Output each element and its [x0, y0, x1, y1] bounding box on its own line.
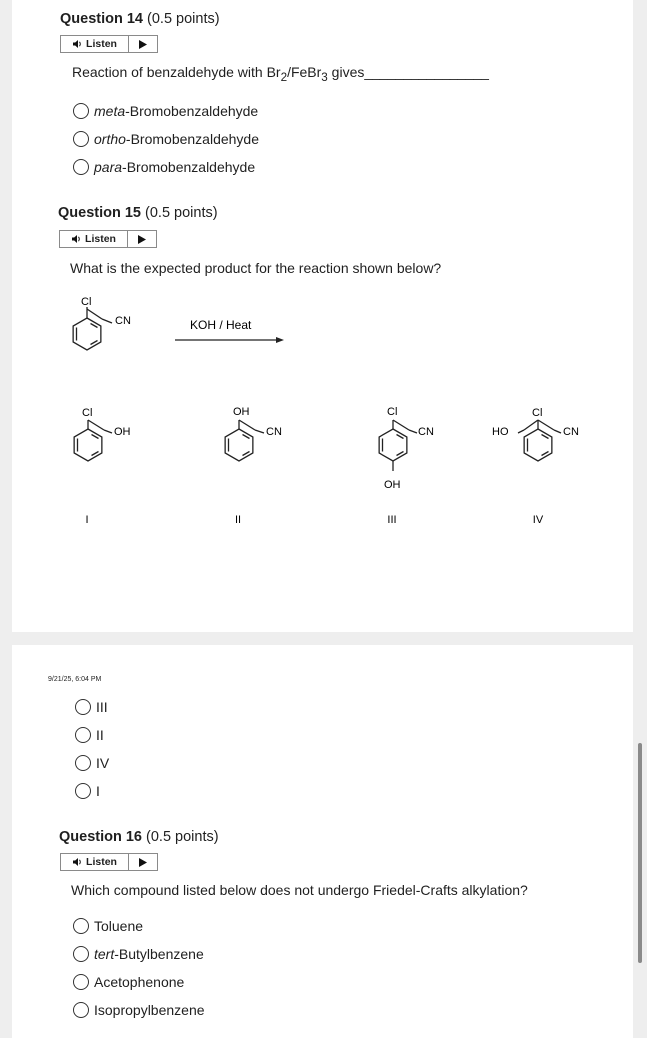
q15-title	[58, 205, 218, 221]
radio-button[interactable]	[73, 974, 89, 990]
answer-label: I	[96, 783, 100, 799]
product-IV-cl-label: Cl	[532, 407, 543, 419]
answer-label: II	[96, 727, 104, 743]
q16-listen-label: Listen	[86, 856, 117, 868]
q15-play-button[interactable]	[128, 231, 156, 247]
product-IV-ho-label: HO	[492, 426, 509, 438]
product-III-cl-label: Cl	[387, 406, 398, 418]
q14-points: (0.5 points)	[147, 11, 220, 27]
q14-prompt-part: /FeBr	[287, 64, 322, 80]
q14-prompt-part: Reaction of benzaldehyde with Br	[72, 64, 281, 80]
q16-title	[59, 829, 219, 845]
page-scrollbar[interactable]	[638, 743, 642, 963]
q14-option-ortho[interactable]	[73, 131, 259, 147]
option-label: -Butylbenzene	[114, 946, 204, 962]
q16-play-button[interactable]	[129, 854, 157, 870]
q15-listen-control	[59, 230, 157, 248]
radio-button[interactable]	[73, 103, 89, 119]
speaker-icon	[71, 234, 82, 244]
product-IV-cn-label: CN	[563, 426, 579, 438]
radio-button[interactable]	[75, 783, 91, 799]
q15-title-label: Question 15	[58, 205, 141, 221]
option-prefix: tert	[94, 946, 115, 962]
reactant-cn-label: CN	[115, 315, 131, 327]
timestamp: 9/21/25, 6:04 PM	[48, 676, 102, 683]
q16-listen-control	[60, 853, 158, 871]
product-I-cl-label: Cl	[82, 407, 93, 419]
radio-button[interactable]	[75, 727, 91, 743]
q15-answer-IV[interactable]	[75, 755, 109, 771]
product-I-oh-label: OH	[114, 426, 131, 438]
reactant-cl-label: Cl	[81, 296, 92, 308]
q16-points: (0.5 points)	[146, 829, 219, 845]
product-III-oh-label: OH	[384, 479, 401, 491]
question-card-top	[12, 0, 633, 632]
q16-prompt: Which compound listed below does not undergo Friedel-Crafts alkylation?	[71, 882, 528, 898]
q15-points: (0.5 points)	[145, 205, 218, 221]
option-prefix: ortho	[94, 131, 126, 147]
q16-option-acetophenone[interactable]	[73, 974, 184, 990]
q14-option-meta[interactable]	[73, 103, 258, 119]
product-IV	[492, 407, 579, 526]
q14-prompt-sub: 2	[280, 70, 288, 84]
radio-button[interactable]	[73, 1002, 89, 1018]
product-II-numeral: II	[234, 514, 242, 526]
answer-label: IV	[96, 755, 110, 771]
q16-option-isopropylbenzene[interactable]	[73, 1002, 205, 1018]
q14-prompt	[72, 64, 489, 84]
q16-title-label: Question 16	[59, 829, 142, 845]
radio-button[interactable]	[75, 755, 91, 771]
reaction-diagram	[12, 285, 633, 535]
speaker-icon	[72, 857, 83, 867]
q14-title-label: Question 14	[60, 11, 143, 27]
option-prefix: meta	[94, 103, 126, 119]
play-icon	[138, 235, 146, 244]
radio-button[interactable]	[73, 918, 89, 934]
q14-play-button[interactable]	[129, 36, 157, 52]
q15-answer-I[interactable]	[75, 783, 100, 799]
q16-listen-button[interactable]	[61, 854, 129, 870]
radio-button[interactable]	[73, 946, 89, 962]
option-label: -Bromobenzaldehyde	[125, 103, 259, 119]
q15-listen-button[interactable]	[60, 231, 128, 247]
q16-option-tert-butylbenzene[interactable]	[73, 946, 204, 962]
option-label: Acetophenone	[94, 974, 185, 990]
product-II	[225, 406, 282, 526]
play-icon	[139, 40, 147, 49]
reactant-molecule	[73, 296, 131, 350]
option-label: Toluene	[94, 918, 144, 934]
q14-prompt-sub: 3	[321, 70, 328, 84]
q15-answer-II[interactable]	[75, 727, 104, 743]
q15-answer-III[interactable]	[75, 699, 108, 715]
q14-option-para[interactable]	[73, 159, 255, 175]
radio-button[interactable]	[73, 131, 89, 147]
q14-prompt-part: gives________________	[327, 64, 489, 80]
q16-option-toluene[interactable]	[73, 918, 143, 934]
q14-title	[60, 11, 220, 27]
option-label: -Bromobenzaldehyde	[125, 131, 260, 147]
product-I	[74, 407, 130, 526]
product-IV-numeral: IV	[532, 514, 544, 526]
speaker-icon	[72, 39, 83, 49]
q14-listen-button[interactable]	[61, 36, 129, 52]
product-III-numeral: III	[387, 514, 397, 526]
q14-listen-label: Listen	[86, 38, 117, 50]
option-label: Isopropylbenzene	[94, 1002, 205, 1018]
arrow-head-icon	[276, 337, 284, 343]
product-III-cn-label: CN	[418, 426, 434, 438]
play-icon	[139, 858, 147, 867]
radio-button[interactable]	[75, 699, 91, 715]
q14-listen-control	[60, 35, 158, 53]
radio-button[interactable]	[73, 159, 89, 175]
product-II-oh-label: OH	[233, 406, 250, 418]
reagent-label: KOH / Heat	[190, 318, 252, 332]
q15-listen-label: Listen	[85, 233, 116, 245]
option-label: -Bromobenzaldehyde	[122, 159, 256, 175]
product-I-numeral: I	[85, 514, 89, 526]
q15-prompt: What is the expected product for the reaction shown below?	[70, 260, 442, 276]
product-III	[379, 406, 434, 526]
answer-label: III	[96, 699, 108, 715]
option-prefix: para	[94, 159, 123, 175]
product-II-cn-label: CN	[266, 426, 282, 438]
question-card-bottom	[12, 645, 633, 1038]
